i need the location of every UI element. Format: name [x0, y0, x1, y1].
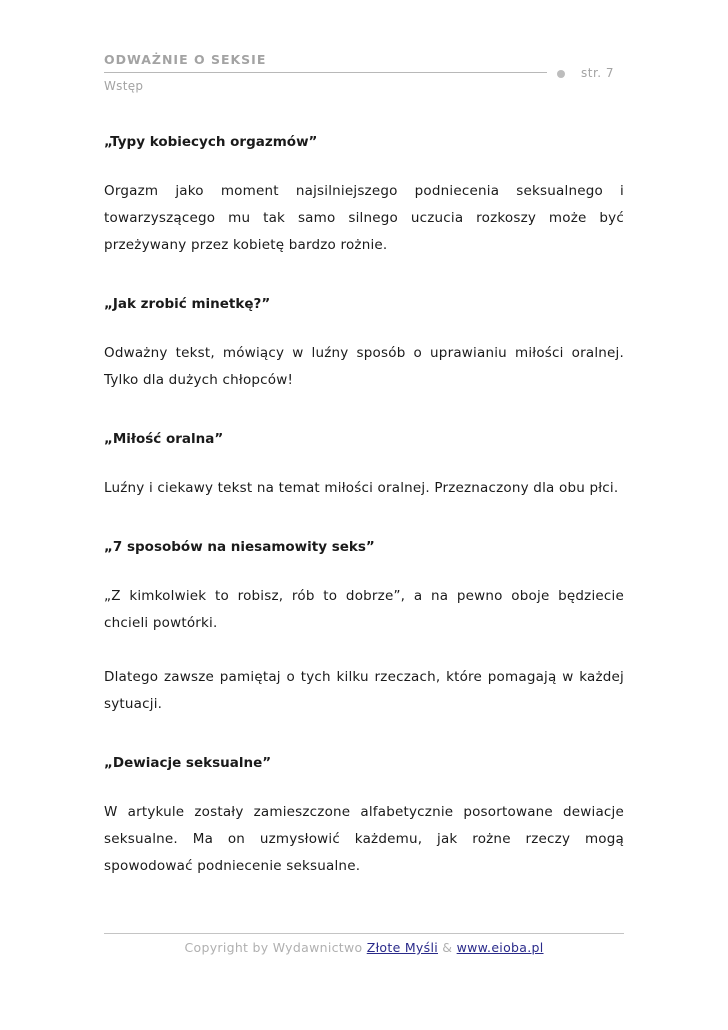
article-description: „Z kimkolwiek to robisz, rób to dobrze”, a na pewno oboje będziecie chcieli powtórki. [104, 588, 624, 631]
article-description: Dlatego zawsze pamiętaj o tych kilku rzeczach, które pomagają w każdej sytuacji. [104, 669, 624, 712]
section-name: Wstęp [104, 79, 144, 93]
header-rule [104, 72, 547, 73]
article-heading: „Miłość oralna” [104, 431, 224, 447]
footer-copyright [104, 940, 624, 955]
article-heading: „7 sposobów na niesamowity seks” [104, 539, 375, 555]
article-heading: „Dewiacje seksualne” [104, 755, 272, 771]
eioba-link[interactable]: www.eioba.pl [456, 940, 544, 955]
article-description: Orgazm jako moment najsilniejszego podniecenia seksualnego i towarzyszącego mu tak samo silnego uczucia rozkoszy może być przeżywany przez kobietę bardzo rożnie. [104, 183, 624, 253]
article-description: W artykule zostały zamieszczone alfabetycznie posortowane dewiacje seksualne. Ma on uzmysłowić każdemu, jak rożne rzeczy mogą spowodować podniecenie seksualne. [104, 804, 624, 874]
header-title: ODWAŻNIE O SEKSIE [104, 52, 267, 67]
article-heading: „Jak zrobić minetkę?” [104, 296, 271, 312]
article-description: Luźny i ciekawy tekst na temat miłości oralnej. Przeznaczony dla obu płci. [104, 480, 619, 496]
footer-rule [104, 933, 624, 934]
copyright-text: Copyright by Wydawnictwo [184, 940, 363, 955]
article-heading: „Typy kobiecych orgazmów” [104, 134, 318, 150]
page-number: str. 7 [581, 66, 615, 80]
publisher-link[interactable]: Złote Myśli [366, 940, 438, 955]
header-bullet-icon [557, 70, 565, 78]
ampersand: & [442, 940, 453, 955]
document-body [104, 124, 624, 880]
article-description: Odważny tekst, mówiący w luźny sposób o uprawianiu miłości oralnej. Tylko dla dużych chłopców! [104, 345, 624, 388]
